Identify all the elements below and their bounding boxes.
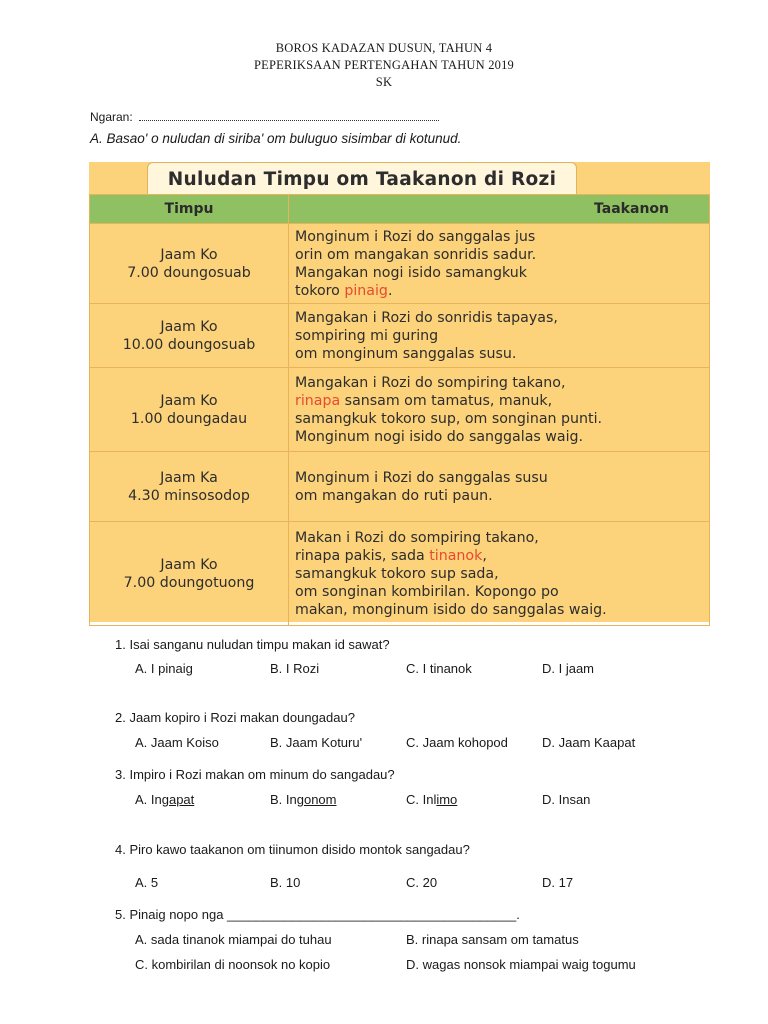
table-row [90,304,710,368]
table-row [90,224,710,304]
option-c[interactable]: C. Inlimo [406,792,458,807]
question-2: 2. Jaam kopiro i Rozi makan doungadau? [115,710,355,725]
header-exam: PEPERIKSAAN PERTENGAHAN TAHUN 2019 [253,58,515,72]
header-school: SK [375,75,393,89]
time-cell: Jaam Ko 10.00 doungosuab [90,304,289,368]
name-blank [139,110,439,121]
activity-cell: Mangakan i Rozi do sompiring takano, rinapa sansam om tamatus, manuk, samangkuk tokoro sup, om songinan punti. Monginum nogi isido do sanggalas waig. [289,368,710,452]
table-title: Nuludan Timpu om Taakanon di Rozi [147,162,577,195]
schedule-table-card [89,162,710,622]
option-d[interactable]: D. Jaam Kaapat [542,735,636,750]
activity-cell: Makan i Rozi do sompiring takano, rinapa pakis, sada tinanok, samangkuk tokoro sup sada, om songinan kombirilan. Kopongo po makan, monginum isido do sanggalas waig. [289,522,710,626]
header-subject: BOROS KADAZAN DUSUN, TAHUN 4 [275,41,493,55]
option-b[interactable]: B. rinapa sansam om tamatus [406,932,579,947]
schedule-table [89,194,710,626]
option-c[interactable]: C. 20 [406,875,438,890]
option-d[interactable]: D. 17 [542,875,574,890]
question-3: 3. Impiro i Rozi makan om minum do sangadau? [115,767,395,782]
option-c[interactable]: C. kombirilan di noonsok no kopio [135,957,331,972]
activity-cell: Monginum i Rozi do sanggalas jus orin om mangakan sonridis sadur. Mangakan nogi isido samangkuk tokoro pinaig. [289,224,710,304]
table-row [90,522,710,626]
table-row [90,368,710,452]
table-row [90,452,710,522]
option-a[interactable]: A. Ingapat [135,792,195,807]
option-b[interactable]: B. Ingonom [270,792,337,807]
highlight-word: rinapa [295,392,341,409]
option-a[interactable]: A. sada tinanok miampai do tuhau [135,932,332,947]
question-5: 5. Pinaig nopo nga ________________________________________. [115,907,520,922]
question-1: 1. Isai sanganu nuludan timpu makan id sawat? [115,637,390,652]
option-b[interactable]: B. 10 [270,875,301,890]
option-d[interactable]: D. I jaam [542,661,595,676]
activity-cell: Mangakan i Rozi do sonridis tapayas, sompiring mi guring om monginum sanggalas susu. [289,304,710,368]
option-c[interactable]: C. I tinanok [406,661,472,676]
option-b[interactable]: B. Jaam Koturu' [270,735,363,750]
option-a[interactable]: A. 5 [135,875,159,890]
time-cell: Jaam Ka 4.30 minsosodop [90,452,289,522]
time-cell: Jaam Ko 7.00 doungosuab [90,224,289,304]
time-cell: Jaam Ko 7.00 doungotuong [90,522,289,626]
option-b[interactable]: B. I Rozi [270,661,320,676]
question-4: 4. Piro kawo taakanon om tiinumon disido montok sangadau? [115,842,470,857]
highlight-word: pinaig [344,282,388,299]
activity-cell: Monginum i Rozi do sanggalas susu om mangakan do ruti paun. [289,452,710,522]
section-instruction: A. Basao' o nuludan di siriba' om buluguo sisimbar di kotunud. [90,131,462,146]
name-label: Ngaran: [90,110,133,124]
exam-header [0,40,768,91]
option-a[interactable]: A. I pinaig [135,661,193,676]
option-d[interactable]: D. wagas nonsok miampai waig togumu [406,957,636,972]
time-cell: Jaam Ko 1.00 doungadau [90,368,289,452]
col-header-timpu: Timpu [90,195,289,224]
col-header-taakanon: Taakanon [289,195,710,224]
table-header-row [90,195,710,224]
option-c[interactable]: C. Jaam kohopod [406,735,508,750]
option-d[interactable]: D. Insan [542,792,591,807]
name-field [90,110,439,124]
highlight-word: tinanok [429,547,483,564]
option-a[interactable]: A. Jaam Koiso [135,735,219,750]
